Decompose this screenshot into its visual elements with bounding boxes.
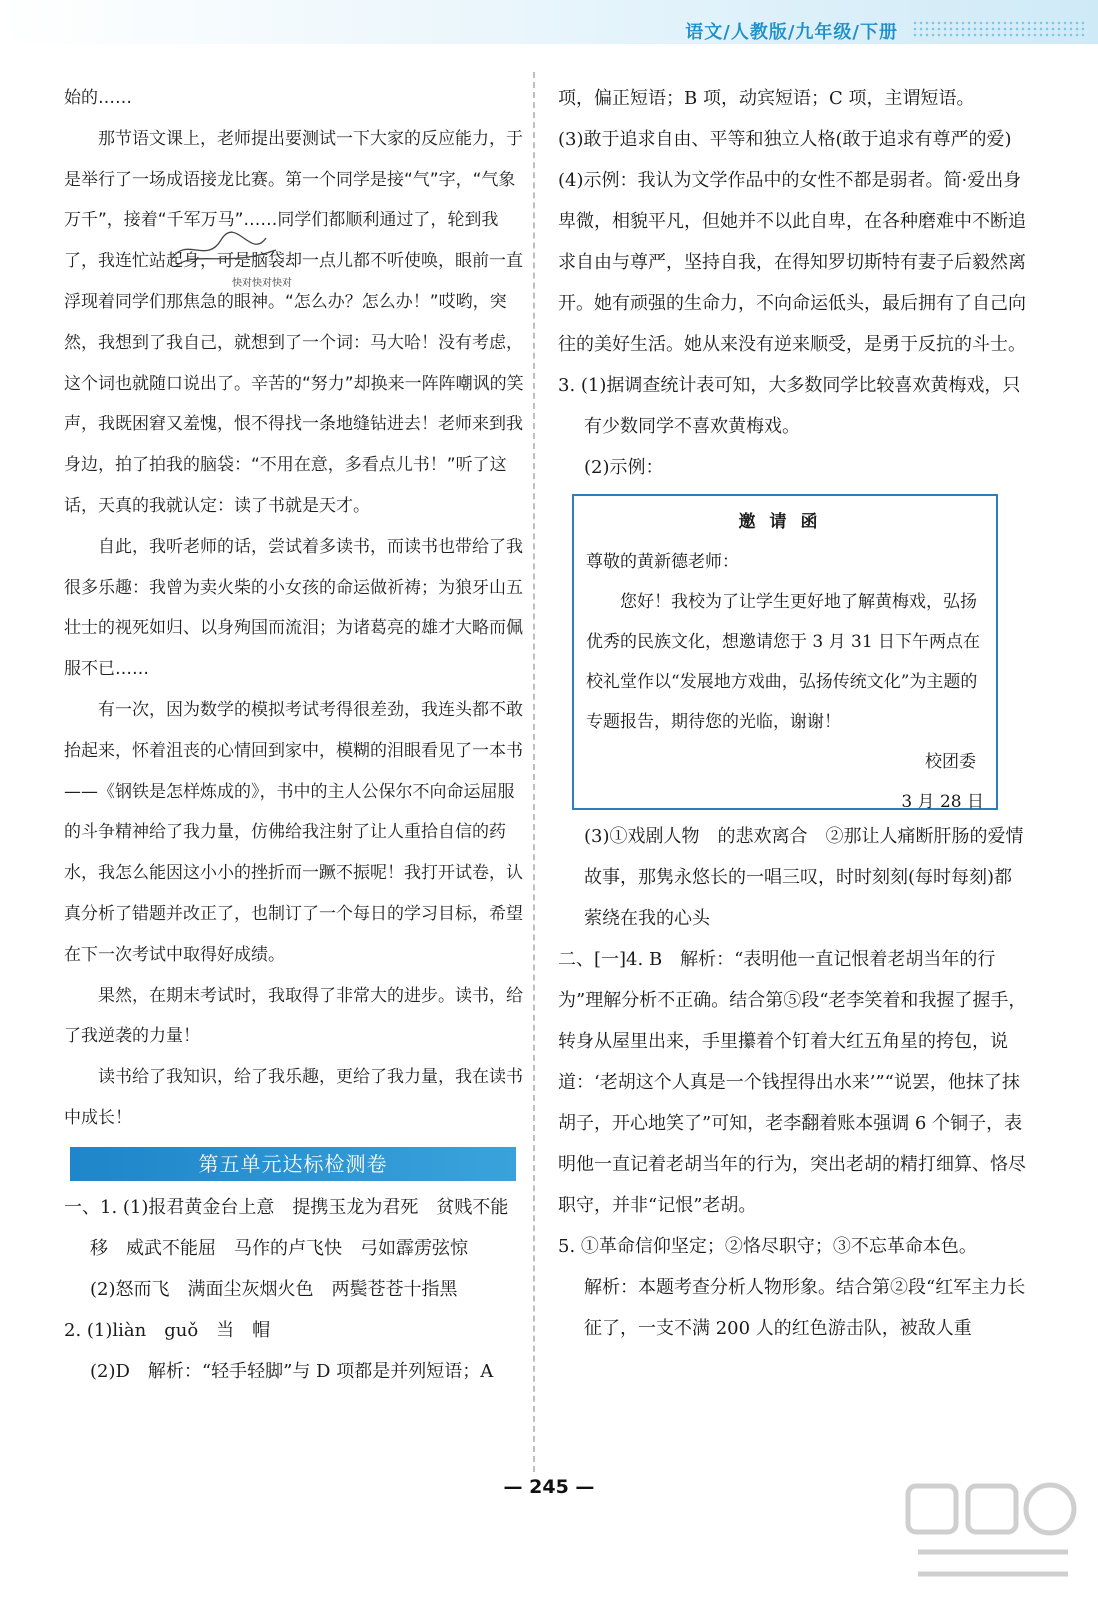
essay-paragraph: 那节语文课上，老师提出要测试一下大家的反应能力，于是举行了一场成语接龙比赛。第一个同学是接“气”字，“气象万千”，接着“千军万马”……同学们都顺利通过了，轮到我了，我连忙站起身，可是脑袋却一点儿都不听使唤，眼前一直浮现着同学们那焦急的眼神。“怎么办？怎么办！”哎哟，突然，我想到了我自己，就想到了一个词：马大哈！没有考虑，这个词也就随口说出了。辛苦的“努力”却换来一阵阵嘲讽的笑声，我既困窘又羞愧，恨不得找一条地缝钻进去！老师来到我身边，拍了拍我的脑袋：“不用在意，多看点儿书！”听了这话，天真的我就认定：读了书就是天才。 bbox=[64, 128, 524, 516]
letter-date: 3 月 28 日 bbox=[901, 792, 984, 812]
answer-block-right-bottom bbox=[558, 816, 1028, 1349]
essay-paragraph: 自此，我听老师的话，尝试着多读书，而读书也带给了我很多乐趣：我曾为卖火柴的小女孩的命运做祈祷；为狼牙山五壮士的视死如归、以身殉国而流泪；为诸葛亮的雄才大略而佩服不已…… bbox=[64, 536, 523, 680]
answer-block-left bbox=[64, 1187, 526, 1392]
essay-paragraph: 有一次，因为数学的模拟考试考得很差劲，我连头都不敢抬起来，怀着沮丧的心情回到家中，模糊的泪眼看见了一本书——《钢铁是怎样炼成的》，书中的主人公保尔不向命运屈服的斗争精神给了我力量，仿佛给我注射了让人重拾自信的药水，我怎么能因这小小的挫折而一蹶不振呢！我打开试卷，认真分析了错题并改正了，也制订了一个每日的学习目标，希望在下一次考试中取得好成绩。 bbox=[64, 699, 523, 965]
essay-paragraph: 果然，在期末考试时，我取得了非常大的进步。读书，给了我逆袭的力量！ bbox=[64, 985, 523, 1047]
essay-paragraph: 始的…… bbox=[64, 88, 132, 108]
column-divider bbox=[533, 72, 535, 1472]
answer-line: 二、[一]4. B 解析：“表明他一直记恨着老胡当年的行为”理解分析不正确。结合第⑤段“老李笑着和我握了握手，转身从屋里出来，手里攥着个钉着大红五角星的挎包，说道：‘老胡这个人真是一个钱捏得出水来’”“说罢，他抹了抹胡子，开心地笑了”可知，老李翻着账本强调 6 个铜子，表明他一直记着老胡当年的行为，突出老胡的精打细算、恪尽职守，并非“记恨”老胡。 bbox=[558, 949, 1027, 1216]
answer-line: (2)怒而飞 满面尘灰烟火色 两鬓苍苍十指黑 bbox=[90, 1278, 458, 1300]
answer-line: 解析：本题考查分析人物形象。结合第②段“红军主力长征了，一支不满 200 人的红色游击队，被敌人重 bbox=[584, 1277, 1026, 1339]
answer-line: (3)敢于追求自由、平等和独立人格(敢于追求有尊严的爱) bbox=[558, 129, 1012, 150]
header-dot-pattern bbox=[912, 20, 1084, 38]
answer-line: 项，偏正短语；B 项，动宾短语；C 项，主谓短语。 bbox=[558, 88, 975, 109]
invitation-letter-box bbox=[572, 494, 998, 810]
letter-signature: 校团委 bbox=[925, 752, 976, 772]
answer-block-right-top bbox=[558, 78, 1028, 488]
letter-salutation: 尊敬的黄新德老师： bbox=[586, 552, 739, 572]
margin-note: 快对快对快对 bbox=[232, 278, 292, 289]
unit-title-banner: 第五单元达标检测卷 bbox=[70, 1147, 516, 1181]
letter-title: 邀请函 bbox=[738, 512, 832, 532]
letter-body: 您好！我校为了让学生更好地了解黄梅戏，弘扬优秀的民族文化，想邀请您于 3 月 31 日下午两点在校礼堂作以“发展地方戏曲，弘扬传统文化”为主题的专题报告，期待您的光临，谢谢！ bbox=[586, 592, 981, 732]
handwritten-essay bbox=[64, 78, 526, 1139]
answer-line: (3)①戏剧人物 的悲欢离合 ②那让人痛断肝肠的爱情故事，那隽永悠长的一唱三叹，时时刻刻(每时每刻)都萦绕在我的心头 bbox=[584, 826, 1024, 929]
answer-line: (4)示例：我认为文学作品中的女性不都是弱者。简·爱出身卑微，相貌平凡，但她并不以此自卑，在各种磨难中不断追求自由与尊严，坚持自我，在得知罗切斯特有妻子后毅然离开。她有顽强的生命力，不向命运低头，最后拥有了自己向往的美好生活。她从来没有逆来顺受，是勇于反抗的斗士。 bbox=[558, 170, 1026, 355]
page-number: — 245 — bbox=[503, 1476, 595, 1498]
header-label: 语文/人教版/九年级/下册 bbox=[685, 22, 898, 43]
answer-line: 3. (1)据调查统计表可知，大多数同学比较喜欢黄梅戏，只有少数同学不喜欢黄梅戏。 bbox=[558, 375, 1021, 437]
right-column bbox=[558, 78, 1028, 1349]
left-column bbox=[64, 78, 526, 1392]
answer-line: 一、1. (1)报君黄金台上意 提携玉龙为君死 贫贱不能移 威武不能屈 马作的卢飞快 弓如霹雳弦惊 bbox=[64, 1196, 509, 1259]
answer-line: 5. ①革命信仰坚定；②恪尽职守；③不忘革命本色。 bbox=[558, 1236, 977, 1257]
answer-line: (2)示例： bbox=[584, 457, 664, 478]
answer-line: (2)D 解析：“轻手轻脚”与 D 项都是并列短语；A bbox=[90, 1360, 494, 1382]
essay-paragraph: 读书给了我知识，给了我乐趣，更给了我力量，我在读书中成长！ bbox=[64, 1067, 523, 1128]
watermark-logo bbox=[898, 1478, 1088, 1596]
answer-line: 2. (1)liàn guǒ 当 帽 bbox=[64, 1319, 271, 1341]
